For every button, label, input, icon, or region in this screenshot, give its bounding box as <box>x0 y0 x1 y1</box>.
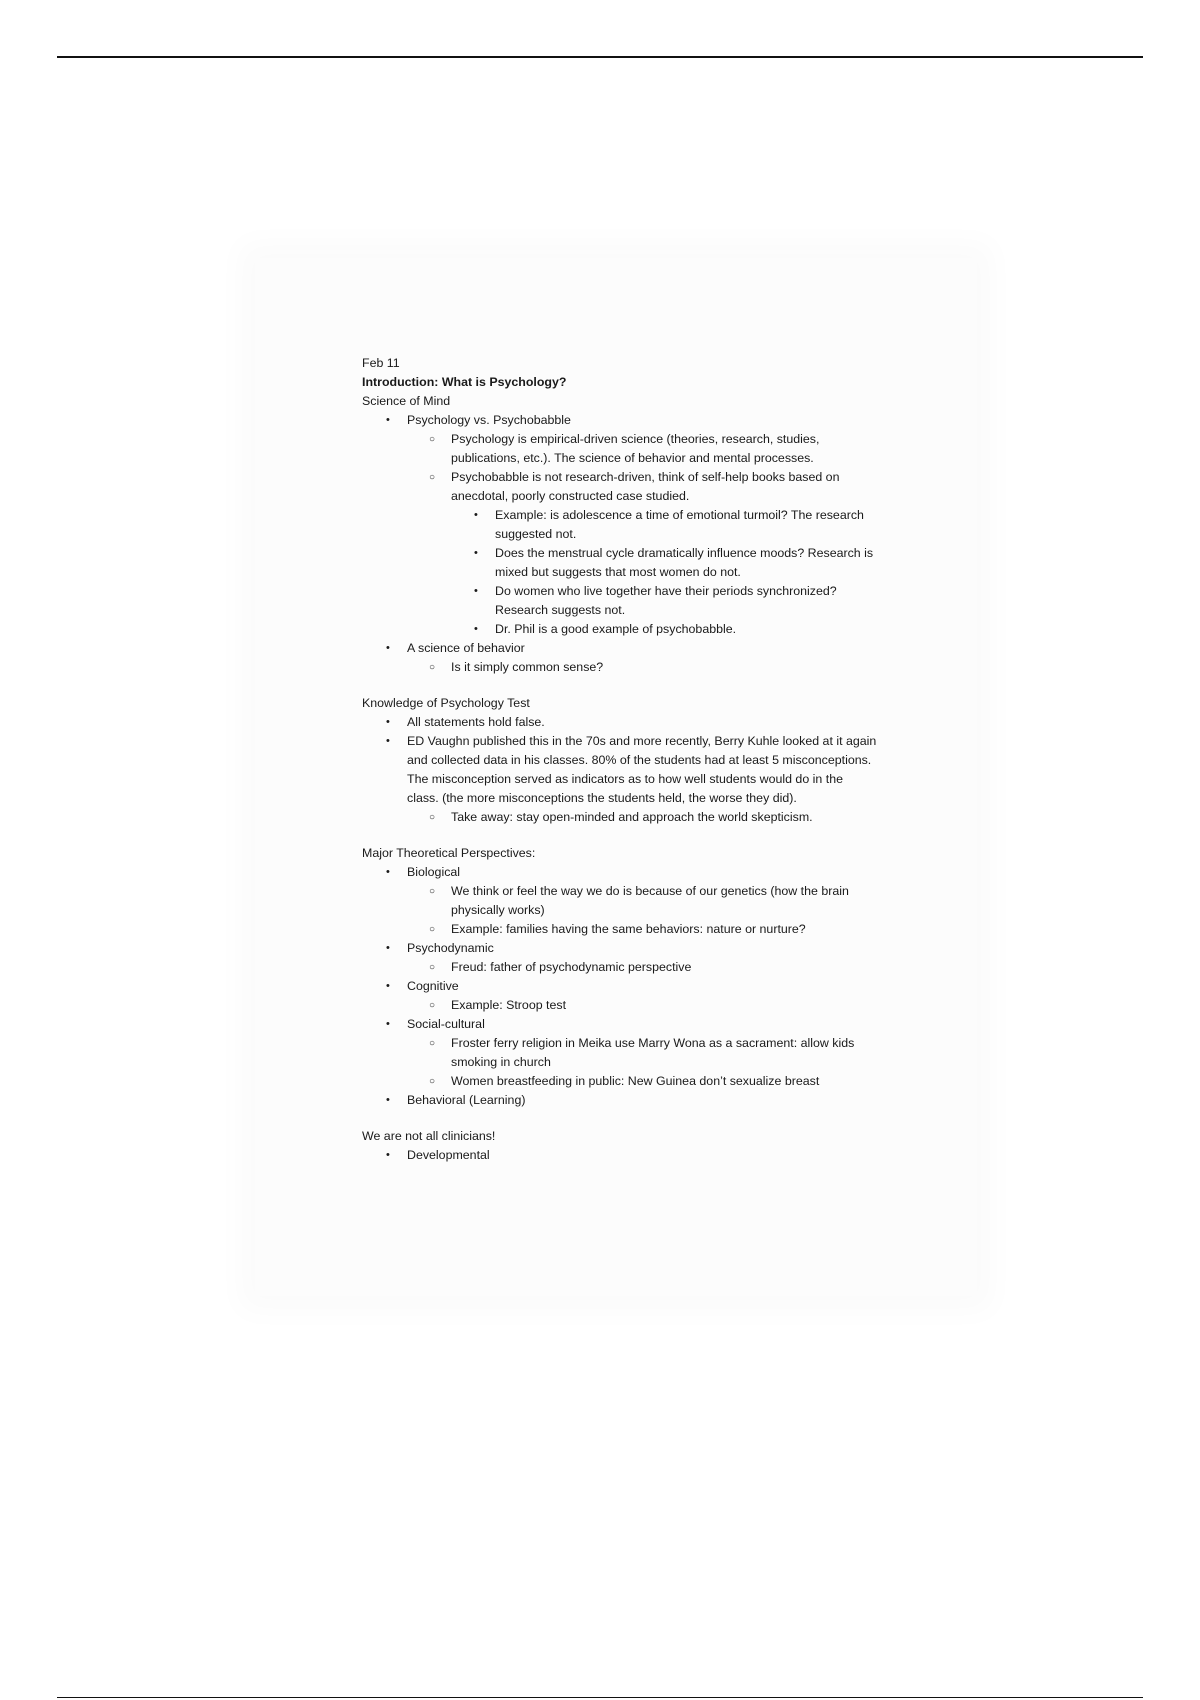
list-item: ○ Psychology is empirical-driven science (theories, research, studies, publications, etc.). The science of behavior and mental processes. <box>429 432 820 465</box>
lecture-notes <box>362 354 882 1165</box>
list-item: • Do women who live together have their periods synchronized? Research suggests not. <box>474 584 837 617</box>
bullet-icon: • <box>386 1149 390 1161</box>
circle-bullet-icon: ○ <box>429 962 436 973</box>
bullet-icon: • <box>386 942 390 954</box>
list-item: • All statements hold false. <box>407 713 877 732</box>
list-item: ○ Is it simply common sense? <box>451 658 871 677</box>
list-item: • Social-cultural <box>407 1015 882 1034</box>
section-heading: We are not all clinicians! <box>362 1129 496 1143</box>
list-item: • Developmental <box>407 1146 882 1165</box>
bullet-icon: • <box>386 1094 390 1106</box>
list-item: • Does the menstrual cycle dramatically influence moods? Research is mixed but suggests that most women do not. <box>474 546 874 579</box>
list-item: • Behavioral (Learning) <box>407 1091 882 1110</box>
list-item: ○ Psychobabble is not research-driven, think of self-help books based on anecdotal, poorly constructed case studied. <box>429 470 840 503</box>
list-item: • Psychodynamic <box>407 939 882 958</box>
bullet-icon: • <box>474 547 478 559</box>
bullet-icon: • <box>474 585 478 597</box>
circle-bullet-icon: ○ <box>429 1000 436 1011</box>
bullet-icon: • <box>474 623 478 635</box>
list-item: ○ Example: families having the same behaviors: nature or nurture? <box>451 920 871 939</box>
bullet-icon: • <box>386 414 390 426</box>
list-item: ○ Women breastfeeding in public: New Guinea don’t sexualize breast <box>451 1072 871 1091</box>
circle-bullet-icon: ○ <box>429 1076 436 1087</box>
list-item: • Example: is adolescence a time of emotional turmoil? The research suggested not. <box>474 508 864 541</box>
list-item: • Cognitive <box>407 977 882 996</box>
bullet-icon: • <box>386 980 390 992</box>
list-item: • Dr. Phil is a good example of psychobabble. <box>495 620 875 639</box>
circle-bullet-icon: ○ <box>429 1038 436 1049</box>
circle-bullet-icon: ○ <box>429 434 436 445</box>
list-item: • ED Vaughn published this in the 70s and more recently, Berry Kuhle looked at it again and collected data in his classes. 80% of the students had at least 5 misconceptions. The misconception served as indicators as to how well students would do in the class. (the more misconceptions the students held, the worse they did). <box>386 734 877 805</box>
list-item: ○ We think or feel the way we do is because of our genetics (how the brain physically works) <box>429 884 849 917</box>
list-item: ○ Froster ferry religion in Meika use Marry Wona as a sacrament: allow kids smoking in church <box>429 1036 855 1069</box>
list-item: • Biological <box>407 863 882 882</box>
section-heading: Major Theoretical Perspectives: <box>362 846 536 860</box>
page-top-rule <box>57 56 1143 58</box>
list-item: ○ Example: Stroop test <box>451 996 871 1015</box>
page-bottom-rule <box>57 1697 1143 1698</box>
section-heading: Knowledge of Psychology Test <box>362 696 530 710</box>
bullet-icon: • <box>386 716 390 728</box>
bullet-icon: • <box>386 1018 390 1030</box>
circle-bullet-icon: ○ <box>429 662 436 673</box>
list-item: ○ Take away: stay open-minded and approach the world skepticism. <box>451 808 871 827</box>
circle-bullet-icon: ○ <box>429 924 436 935</box>
section-heading: Science of Mind <box>362 394 451 408</box>
circle-bullet-icon: ○ <box>429 472 436 483</box>
bullet-icon: • <box>386 735 390 747</box>
list-item: ○ Freud: father of psychodynamic perspective <box>451 958 871 977</box>
bullet-icon: • <box>386 642 390 654</box>
list-item: • A science of behavior <box>407 639 882 658</box>
notes-date: Feb 11 <box>362 356 400 370</box>
list-item: • Psychology vs. Psychobabble <box>407 411 882 430</box>
bullet-icon: • <box>386 866 390 878</box>
circle-bullet-icon: ○ <box>429 886 436 897</box>
circle-bullet-icon: ○ <box>429 812 436 823</box>
notes-title: Introduction: What is Psychology? <box>362 375 567 389</box>
bullet-icon: • <box>474 509 478 521</box>
